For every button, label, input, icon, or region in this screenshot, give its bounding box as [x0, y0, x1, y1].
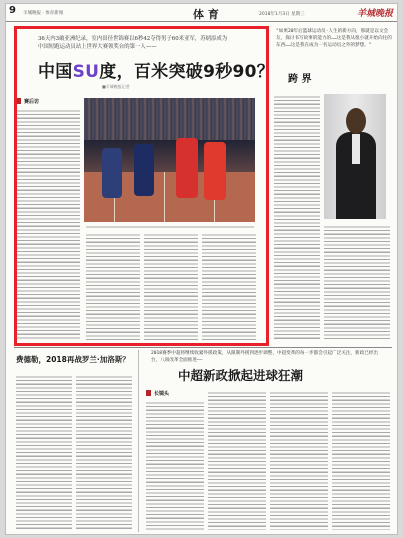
bottom-left-body-2	[76, 374, 132, 529]
lead-byline: ■羊城晚报记者	[102, 84, 130, 89]
highlight-box	[14, 26, 269, 346]
player-portrait	[324, 94, 386, 219]
column-tag: 赛后访	[16, 98, 39, 105]
bottom-main-body-1	[146, 400, 204, 530]
page-header	[6, 4, 397, 22]
bottom-main-body-2	[208, 390, 266, 530]
newspaper-page	[5, 3, 398, 535]
bottom-main-title: 中超新政掀起进球狂潮	[178, 368, 304, 383]
right-story-title: 跨 界	[288, 74, 312, 85]
right-story-body-2	[324, 224, 390, 339]
headline-highlight: SU	[72, 62, 100, 82]
right-story-body-1	[274, 94, 320, 339]
bottom-main-deck: 2018赛季中超将继续收紧外援政策，从限制外援到逐步调整，中超变革的每一步都会引起广泛关注，新政已经出台，八项改革全面推进——	[151, 351, 378, 363]
bottom-left-title: 费德勒，2018再战罗兰·加洛斯？	[16, 355, 130, 364]
bottom-main-body-4	[332, 390, 390, 530]
bottom-column-tag: 长镜头	[146, 390, 169, 397]
portrait-shirt	[352, 134, 360, 164]
section-title: 体 育	[193, 8, 219, 21]
bottom-left-body-1	[16, 374, 72, 529]
header-left-text: 羊城晚报 · 体育新闻	[23, 11, 64, 16]
headline-suffix: 度，百米突破9秒90？	[99, 62, 275, 82]
column-divider	[138, 350, 139, 532]
right-story-quote: "如果20年后篮球运动员·人生的新方向，那就是以文会友，探讨书写故事的能力的……这是我从很小就开始向往的东西……这是我在成为一名运动员之外的梦想。"	[276, 29, 392, 48]
section-divider	[14, 347, 392, 348]
headline-prefix: 中国	[38, 62, 73, 82]
bottom-main-body-3	[270, 390, 328, 530]
issue-date: 2018年1月3日 星期三	[259, 12, 305, 17]
portrait-head	[346, 108, 366, 134]
lead-summary: 36天内3破亚洲纪录，室内田径世锦赛以6秒42夺得男子60米亚军，苏炳添成为中国短跑运动员站上世界大赛领奖台的第一人——	[38, 36, 228, 50]
page-number: 9	[9, 5, 16, 16]
newspaper-logo: 羊城晚报	[356, 9, 393, 19]
